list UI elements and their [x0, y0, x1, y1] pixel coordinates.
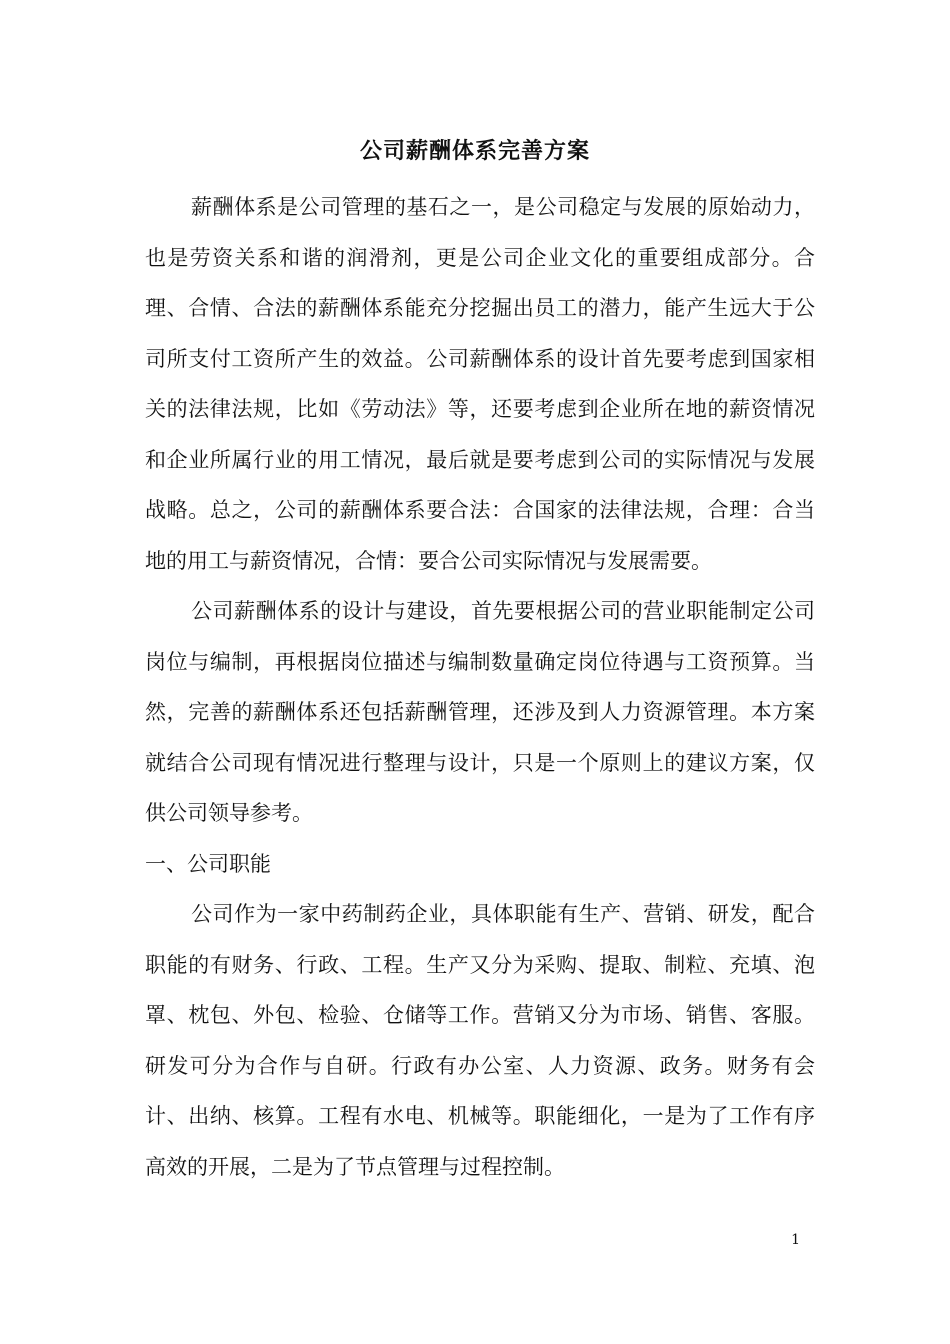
- section-paragraph: 公司作为一家中药制药企业，具体职能有生产、营销、研发，配合职能的有财务、行政、工程。生产又分为采购、提取、制粒、充填、泡罩、枕包、外包、检验、仓储等工作。营销又分为市场、销售、客服。研发可分为合作与自研。行政有办公室、人力资源、政务。财务有会计、出纳、核算。工程有水电、机械等。职能细化，一是为了工作有序高效的开展，二是为了节点管理与过程控制。: [145, 902, 815, 1179]
- intro-paragraph: 薪酬体系是公司管理的基石之一，是公司稳定与发展的原始动力，也是劳资关系和谐的润滑剂，更是公司企业文化的重要组成部分。合理、合情、合法的薪酬体系能充分挖掘出员工的潜力，能产生远大于公司所支付工资所产生的效益。公司薪酬体系的设计首先要考虑到国家相关的法律法规，比如《劳动法》等，还要考虑到企业所在地的薪资情况和企业所属行业的用工情况，最后就是要考虑到公司的实际情况与发展战略。总之，公司的薪酬体系要合法：合国家的法律法规，合理：合当地的用工与薪资情况，合情：要合公司实际情况与发展需要。: [145, 195, 815, 573]
- section-heading: 一、公司职能: [145, 851, 271, 876]
- design-paragraph: 公司薪酬体系的设计与建设，首先要根据公司的营业职能制定公司岗位与编制，再根据岗位描述与编制数量确定岗位待遇与工资预算。当然，完善的薪酬体系还包括薪酬管理，还涉及到人力资源管理。本方案就结合公司现有情况进行整理与设计，只是一个原则上的建议方案，仅供公司领导参考。: [145, 599, 815, 825]
- page-number: 1: [791, 1232, 800, 1248]
- document-title: 公司薪酬体系完善方案: [359, 138, 590, 164]
- document-body: [145, 182, 815, 1192]
